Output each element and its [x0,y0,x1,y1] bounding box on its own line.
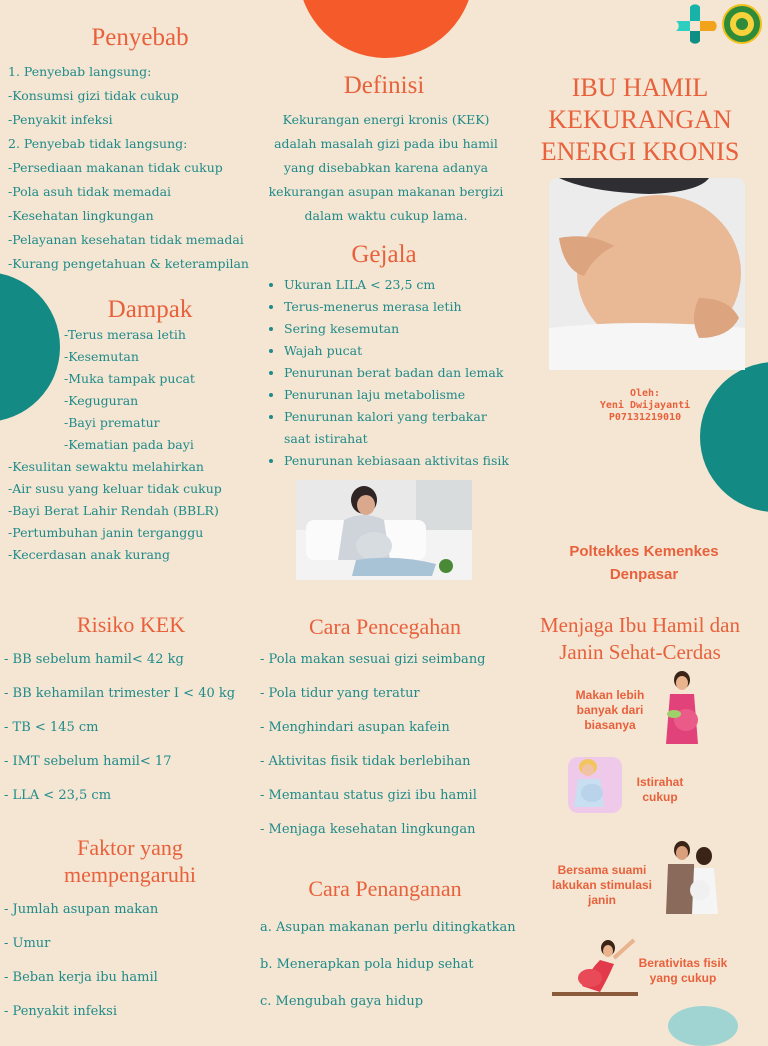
cover-title: IBU HAMIL KEKURANGAN ENERGI KRONIS [540,73,740,166]
list-item: - Penyakit infeksi [4,1004,117,1019]
list-item: - Aktivitas fisik tidak berlebihan [260,754,471,769]
author-block: Oleh: Yeni Dwijayanti P07131219010 [599,388,691,423]
list-item: - BB sebelum hamil< 42 kg [4,652,184,667]
list-item: - Menjaga kesehatan lingkungan [260,822,476,837]
list-item: -Kematian pada bayi [64,437,194,452]
tired-pregnant-woman-photo [296,480,472,580]
tip-aktivitas-label: Berativitas fisik yang cukup [638,956,728,985]
penanganan-list [260,909,516,1020]
pencegahan-list [260,643,486,847]
list-item: -Keguguran [64,393,139,408]
list-item: -Terus merasa letih [64,327,186,342]
penyebab-list [8,60,249,276]
list-item: -Bayi Berat Lahir Rendah (BBLR) [8,503,219,518]
list-item: - BB kehamilan trimester I < 40 kg [4,686,236,701]
gejala-list [266,274,516,472]
list-item: -Kesemutan [64,349,139,364]
kemenkes-logo-icon [672,3,718,47]
institution-block: Poltekkes Kemenkes Denpasar [569,543,719,583]
list-item: -Muka tampak pucat [64,371,195,386]
list-item: -Air susu yang keluar tidak cukup [8,481,222,496]
menjaga-title: Menjaga Ibu Hamil dan Janin Sehat-Cerdas [539,613,741,664]
orange-circle-decoration [298,0,474,58]
list-item: c. Mengubah gaya hidup [260,994,424,1009]
list-item: • Sering kesemutan [284,318,516,340]
list-item: b. Menerapkan pola hidup sehat [260,957,474,972]
pencegahan-title: Cara Pencegahan [308,614,462,639]
list-item: • Wajah pucat [284,340,516,362]
definisi-title: Definisi [343,72,425,99]
list-item: -Kurang pengetahuan & keterampilan [8,256,249,271]
list-item: -Penyakit infeksi [8,112,113,127]
pregnant-woman-resting-illustration [566,753,624,817]
list-item: • Penurunan berat badan dan lemak [284,362,516,384]
list-item: a. Asupan makanan perlu ditingkatkan [260,920,516,935]
list-item: -Kesulitan sewaktu melahirkan [8,459,204,474]
list-item: - Beban kerja ibu hamil [4,970,158,985]
couple-stimulation-illustration [662,840,722,916]
dampak-title: Dampak [107,296,193,323]
dampak-list-a [64,324,195,456]
list-item: • Penurunan kebiasaan aktivitas fisik [284,450,516,472]
definisi-text: Kekurangan energi kronis (KEK) adalah masalah gizi pada ibu hamil yang disebabkan karena adanya kekurangan asupan makanan bergizi dalam waktu cukup lama. [268,112,504,223]
list-item: • Terus-menerus merasa letih [284,296,516,318]
risiko-title: Risiko KEK [76,612,186,637]
list-item: 2. Penyebab tidak langsung: [8,136,188,151]
gejala-title: Gejala [351,241,417,268]
risiko-list [4,643,235,813]
list-item: -Kecerdasan anak kurang [8,547,170,562]
list-item: - TB < 145 cm [4,720,99,735]
list-item: - Memantau status gizi ibu hamil [260,788,477,803]
list-item: - Menghindari asupan kafein [260,720,450,735]
list-item: - Jumlah asupan makan [4,902,159,917]
list-item: -Kesehatan lingkungan [8,208,154,223]
bottom-cloud-decoration [668,1006,738,1046]
tip-stimulasi-label: Bersama suami lakukan stimulasi janin [551,863,653,907]
list-item: - IMT sebelum hamil< 17 [4,754,172,769]
tip-makan-label: Makan lebih banyak dari biasanya [575,688,645,732]
list-item: - Pola makan sesuai gizi seimbang [260,652,486,667]
tip-istirahat-label: Istirahat cukup [636,775,684,804]
list-item: - Umur [4,936,51,951]
penyebab-title: Penyebab [91,24,189,51]
poltekkes-seal-logo-icon [721,3,763,45]
list-item: -Pertumbuhan janin terganggu [8,525,204,540]
list-item: • Ukuran LILA < 23,5 cm [284,274,516,296]
pregnant-belly-photo [549,178,745,370]
dampak-list-b [8,456,222,566]
list-item: 1. Penyebab langsung: [8,64,152,79]
list-item: -Bayi prematur [64,415,160,430]
list-item: • Penurunan kalori yang terbakar saat istirahat [284,406,516,450]
list-item: -Pelayanan kesehatan tidak memadai [8,232,244,247]
pregnant-woman-eating-illustration [660,670,702,750]
faktor-title: Faktor yang mempengaruhi [64,835,196,887]
list-item: - Pola tidur yang teratur [260,686,420,701]
faktor-list [4,893,158,1029]
list-item: -Konsumsi gizi tidak cukup [8,88,179,103]
list-item: • Penurunan laju metabolisme [284,384,516,406]
list-item: - LLA < 23,5 cm [4,788,112,803]
teal-circle-left-decoration [0,272,60,422]
teal-circle-right-decoration [700,362,768,512]
list-item: -Pola asuh tidak memadai [8,184,172,199]
penanganan-title: Cara Penanganan [308,876,462,901]
list-item: -Persediaan makanan tidak cukup [8,160,223,175]
